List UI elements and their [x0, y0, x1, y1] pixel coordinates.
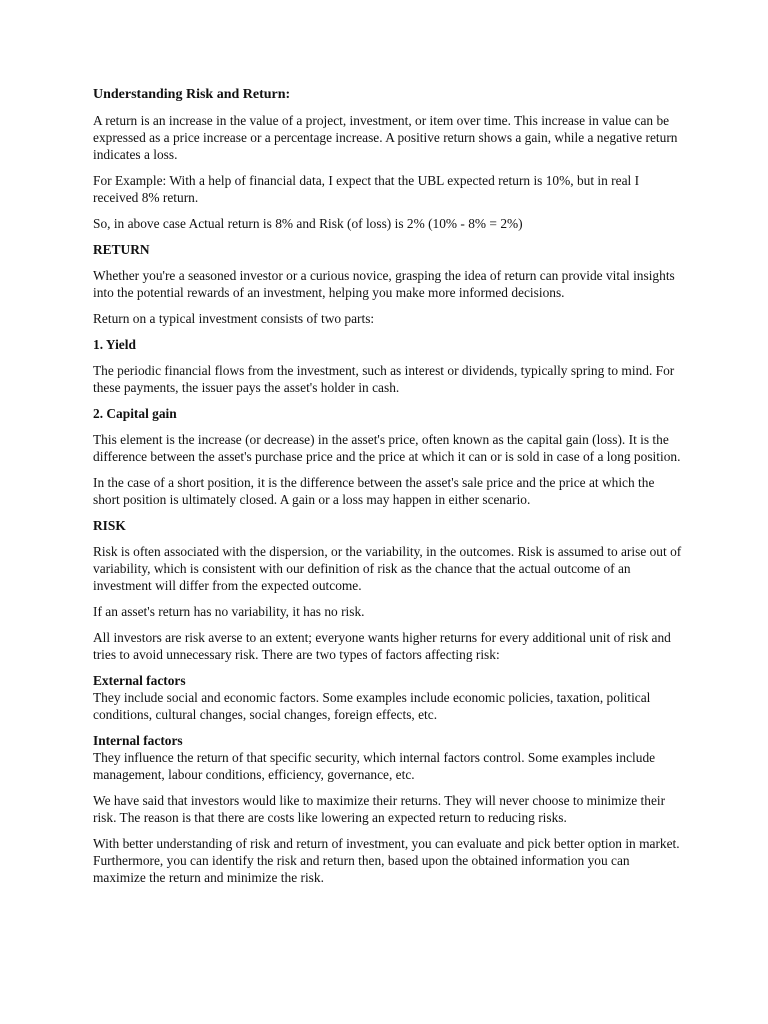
return-parts-paragraph: Return on a typical investment consists of two parts:: [93, 311, 375, 326]
yield-heading: 1. Yield: [93, 337, 136, 352]
short-position-paragraph: In the case of a short position, it is the difference between the asset's sale price and the price at which the short position is ultimately closed. A gain or a loss may happen in either scenario.: [93, 475, 655, 507]
internal-factors-heading: Internal factors: [93, 733, 183, 748]
example-paragraph: For Example: With a help of financial data, I expect that the UBL expected return is 10%, but in real I received 8% return.: [93, 173, 640, 205]
capital-gain-heading: 2. Capital gain: [93, 406, 177, 421]
risk-averse-paragraph: All investors are risk averse to an extent; everyone wants higher returns for every additional unit of risk and tries to avoid unnecessary risk. There are two types of factors affecting risk:: [93, 630, 671, 662]
internal-factors-block: [93, 732, 683, 783]
return-heading: RETURN: [93, 242, 150, 257]
maximize-returns-paragraph: We have said that investors would like to maximize their returns. They will never choose to minimize their risk. The reason is that there are costs like lowering an expected return to reducing risks.: [93, 793, 666, 825]
external-factors-block: [93, 672, 683, 723]
return-paragraph: Whether you're a seasoned investor or a curious novice, grasping the idea of return can provide vital insights into the potential rewards of an investment, helping you make more informed decisions.: [93, 268, 675, 300]
no-variability-paragraph: If an asset's return has no variability, it has no risk.: [93, 604, 365, 619]
document-title: Understanding Risk and Return:: [93, 87, 291, 102]
internal-factors-text: They influence the return of that specific security, which internal factors control. Some examples include management, labour conditions, efficiency, governance, etc.: [93, 750, 656, 782]
capital-gain-paragraph: This element is the increase (or decrease) in the asset's price, often known as the capital gain (loss). It is the difference between the asset's purchase price and the price at which it can or is sold in case of a long position.: [93, 432, 681, 464]
yield-paragraph: The periodic financial flows from the investment, such as interest or dividends, typically spring to mind. For these payments, the issuer pays the asset's holder in cash.: [93, 363, 675, 395]
intro-paragraph: A return is an increase in the value of a project, investment, or item over time. This increase in value can be expressed as a price increase or a percentage increase. A positive return shows a gain, while a negative return indicates a loss.: [93, 113, 678, 162]
document-body: [93, 86, 683, 895]
external-factors-text: They include social and economic factors. Some examples include economic policies, taxation, political conditions, cultural changes, social changes, foreign effects, etc.: [93, 690, 651, 722]
external-factors-heading: External factors: [93, 673, 186, 688]
risk-paragraph: Risk is often associated with the dispersion, or the variability, in the outcomes. Risk is assumed to arise out of variability, which is consistent with our definition of risk as the chance that the actual outcome of an investment will differ from the expected outcome.: [93, 544, 682, 593]
example-calculation: So, in above case Actual return is 8% and Risk (of loss) is 2% (10% - 8% = 2%): [93, 216, 523, 231]
risk-heading: RISK: [93, 518, 126, 533]
conclusion-paragraph: With better understanding of risk and return of investment, you can evaluate and pick better option in market. Furthermore, you can identify the risk and return then, based upon the obtained information you can maximize the return and minimize the risk.: [93, 836, 680, 885]
